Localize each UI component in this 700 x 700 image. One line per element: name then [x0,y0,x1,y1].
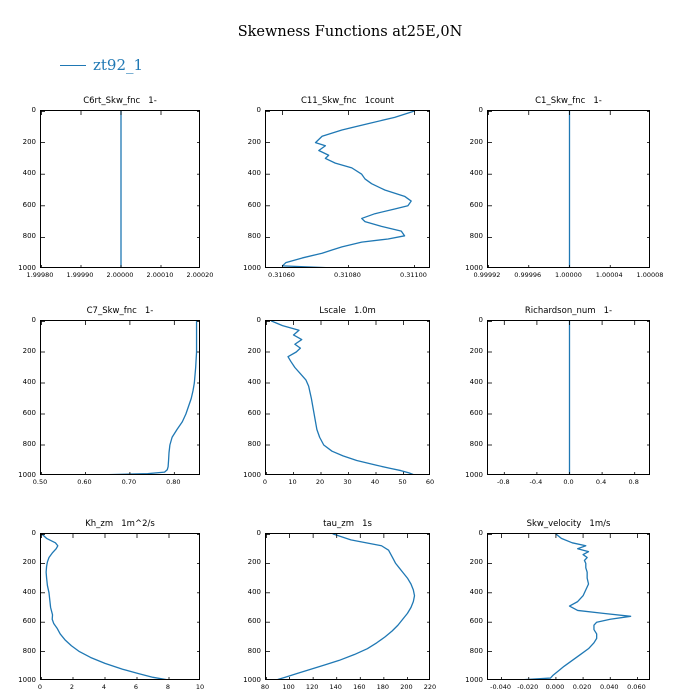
x-tick-label: 0.4 [595,478,607,486]
legend [60,56,143,74]
x-tick-label: 2.00010 [146,271,174,279]
x-tick-label: 140 [329,683,342,691]
plot-area [487,533,650,680]
x-tick-label: 0.60 [77,478,92,486]
y-tick-label: 0 [31,316,36,324]
y-tick-label: 800 [247,232,261,241]
plot-area [487,110,650,268]
x-tick-label: 8 [165,683,171,691]
y-tick-label: 400 [22,378,36,386]
y-tick-label: 800 [469,232,483,241]
y-tick-label: 600 [469,200,483,209]
y-tick-label: 400 [22,587,36,596]
x-tick-label: 0.020 [572,683,592,691]
y-tick-label: 200 [469,137,483,146]
y-tick-label: 1000 [465,264,483,272]
y-tick-label: 0 [31,106,36,114]
y-tick-label: 400 [469,169,483,178]
chart-panel-title: Richardson_num 1- [524,306,613,316]
chart-panel-title: C7_Skw_fnc 1- [86,306,154,316]
y-tick-label: 0 [256,529,261,537]
y-tick-label: 800 [22,646,36,655]
y-tick-label: 600 [22,409,36,417]
x-tick-label: 80 [260,683,270,691]
y-tick-label: 1000 [243,676,261,684]
y-tick-label: 800 [469,440,483,448]
y-tick-label: 400 [469,587,483,596]
x-tick-label: 50 [398,478,407,486]
x-tick-label: 0.8 [628,478,639,486]
y-tick-label: 0 [256,316,261,324]
y-tick-label: 800 [22,440,36,448]
legend-label: zt92_1 [93,56,144,74]
y-tick-label: 1000 [243,471,261,479]
x-tick-label: 200 [400,683,413,691]
y-tick-label: 800 [247,440,261,448]
x-tick-label: 0 [262,478,268,486]
y-tick-label: 0 [31,529,36,537]
x-tick-label: 0.000 [545,683,565,691]
y-tick-label: 200 [469,558,483,567]
y-tick-label: 200 [247,137,261,146]
y-tick-label: 400 [22,169,36,178]
x-tick-label: 0.70 [121,478,137,486]
y-tick-label: 200 [247,347,261,355]
y-tick-label: 1000 [465,471,483,479]
x-tick-label: 0.0 [563,478,574,486]
y-tick-label: 400 [247,587,261,596]
y-tick-label: 400 [469,378,483,386]
x-tick-label: -0.4 [529,478,543,486]
y-tick-label: 800 [22,232,36,241]
chart-panel-title: Skw_velocity 1m/s [526,519,611,529]
x-tick-label: 0.31080 [334,271,361,279]
x-tick-label: 30 [343,478,352,486]
chart-panel [18,96,214,279]
y-tick-label: 200 [22,558,36,567]
y-tick-label: 600 [22,617,36,626]
x-tick-label: 2.00000 [106,271,134,279]
plot-area [265,320,430,475]
x-tick-label: 0.99996 [514,271,542,279]
x-tick-label: 0 [37,683,43,691]
y-tick-label: 0 [256,106,261,114]
x-tick-label: 0.80 [166,478,181,486]
chart-panel-title: tau_zm 1s [323,519,372,529]
y-tick-label: 1000 [18,264,36,272]
x-tick-label: 10 [288,478,297,486]
y-tick-label: 0 [478,529,483,537]
x-tick-label: 100 [282,683,295,691]
chart-panel [243,519,437,691]
x-tick-label: 0.31060 [268,271,295,279]
x-tick-label: -0.020 [517,683,539,691]
x-tick-label: -0.040 [490,683,512,691]
x-tick-label: 2.00020 [186,271,214,279]
chart-panel-title: Kh_zm 1m^2/s [85,519,155,529]
plot-area [40,320,200,475]
y-tick-label: 600 [247,409,261,417]
x-tick-label: 6 [133,683,139,691]
x-tick-label: 2 [69,683,75,691]
x-tick-label: 0.50 [32,478,48,486]
x-tick-label: 1.00004 [595,271,623,279]
x-tick-label: 60 [425,478,435,486]
chart-panel-title: C6rt_Skw_fnc 1- [83,96,157,106]
y-tick-label: 0 [478,106,483,114]
chart-panel [465,96,664,279]
x-tick-label: 40 [370,478,380,486]
plot-area [40,533,200,680]
y-tick-label: 800 [469,646,483,655]
y-tick-label: 1000 [18,471,36,479]
x-tick-label: 1.00000 [555,271,582,279]
plot-area [265,110,430,268]
x-tick-label: 0.040 [599,683,619,691]
chart-panel [18,306,200,486]
x-tick-label: 1.99990 [66,271,94,279]
y-tick-label: 200 [469,347,483,355]
y-tick-label: 600 [247,617,261,626]
y-tick-label: 1000 [465,676,483,684]
chart-panel [465,519,650,691]
chart-panel [465,306,650,486]
chart-panel-title: Lscale 1.0m [319,306,376,316]
plot-area [487,320,650,475]
chart-panel-title: C11_Skw_fnc 1count [300,96,395,106]
legend-line-swatch [60,65,86,66]
y-tick-label: 200 [247,558,261,567]
plot-area [265,533,430,680]
x-tick-label: 20 [315,478,325,486]
y-tick-label: 200 [22,347,36,355]
x-tick-label: 120 [305,683,319,691]
y-tick-label: 1000 [18,676,36,684]
y-tick-label: 600 [469,409,483,417]
x-tick-label: 4 [101,683,107,691]
y-tick-label: 400 [247,378,261,386]
x-tick-label: 220 [423,683,437,691]
page-title: Skewness Functions at25E,0N [237,24,463,40]
y-tick-label: 400 [247,169,261,178]
y-tick-label: 600 [247,200,261,209]
x-tick-label: 0.31100 [400,271,427,279]
x-tick-label: 0.99992 [473,271,501,279]
x-tick-label: 1.00008 [636,271,664,279]
x-tick-label: 10 [195,683,205,691]
y-tick-label: 600 [469,617,483,626]
x-tick-label: -0.8 [496,478,510,486]
x-tick-label: 1.99980 [26,271,54,279]
y-tick-label: 200 [22,137,36,146]
y-tick-label: 1000 [243,264,261,272]
chart-panel [243,96,430,279]
y-tick-label: 600 [22,200,36,209]
x-tick-label: 160 [353,683,366,691]
chart-panel [243,306,435,486]
y-tick-label: 0 [478,316,483,324]
y-tick-label: 800 [247,646,261,655]
x-tick-label: 0.060 [627,683,646,691]
chart-panel-title: C1_Skw_fnc 1- [535,96,602,106]
plot-area [40,110,200,268]
chart-panel [18,519,205,691]
x-tick-label: 180 [376,683,390,691]
